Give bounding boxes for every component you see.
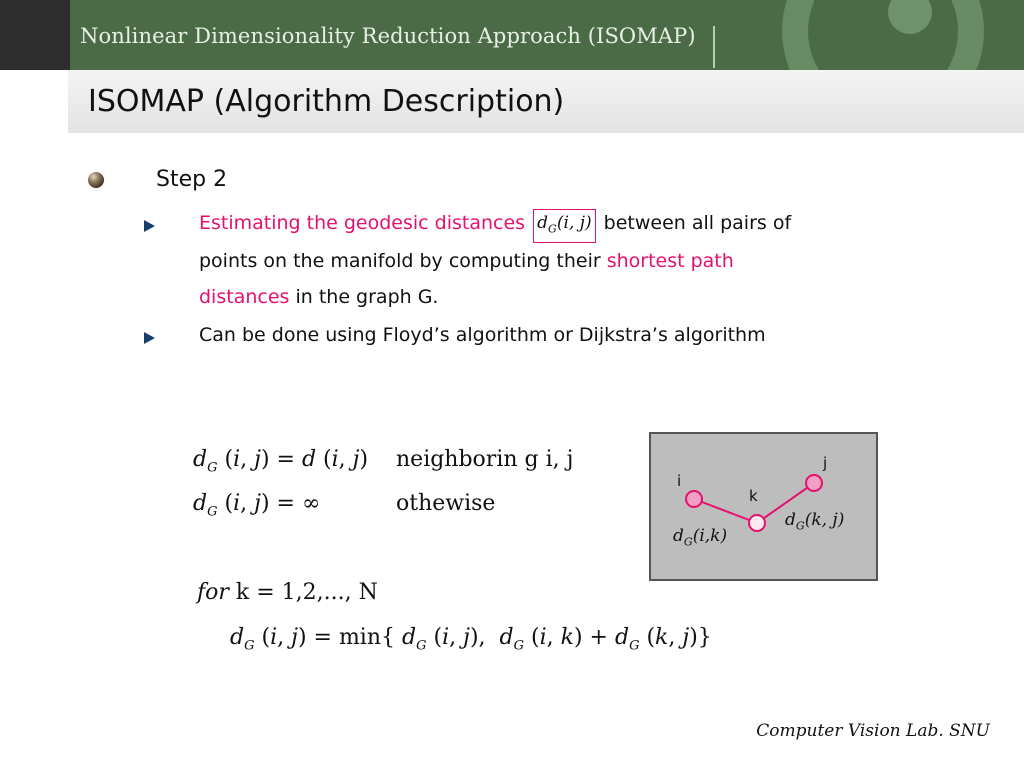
graph-illustration: [649, 432, 878, 581]
graph-svg: [651, 434, 876, 579]
step-label: Step 2: [156, 167, 228, 192]
condition-otherwise: othewise: [396, 491, 496, 516]
equation-loop: for k = 1,2,..., N: [197, 580, 378, 605]
bullet-line-2: [199, 243, 791, 279]
node-k: [749, 515, 765, 531]
header-bar: [70, 0, 1024, 70]
header-separator: [713, 26, 715, 68]
highlight-shortest-path: shortest path: [606, 250, 734, 273]
bullet-line-1: [199, 205, 791, 243]
equation-floyd-update: $d_G$ (i, j) = min{ $d_G$ (i, j), $d_G$ (i, $k) + d_G$ (k, j)}: [230, 625, 712, 654]
bullet-floyd-dijkstra: Can be done using Floyd’s algorithm or Dijkstra’s algorithm: [199, 324, 766, 346]
edge-i-k: [694, 499, 757, 523]
node-i: [686, 491, 702, 507]
title-band: [68, 70, 1024, 133]
equation-neighbor: $d_G$ (i, j) = d (i, j): [193, 447, 369, 476]
section-title: Nonlinear Dimensionality Reduction Approach (ISOMAP): [80, 24, 696, 48]
label-node-k: k: [749, 487, 758, 505]
footer-credit: Computer Vision Lab. SNU: [756, 721, 990, 741]
text-graph: in the graph G.: [295, 286, 439, 309]
header-decoration-ring: [782, 0, 984, 70]
equation-otherwise: $d_G$ (i, j) = ∞: [193, 491, 321, 520]
condition-neighbor: neighborin g i, j: [396, 447, 574, 472]
node-j: [806, 475, 822, 491]
arrow-bullet-icon: [144, 332, 155, 344]
label-node-i: i: [677, 472, 682, 490]
slide-title: ISOMAP (Algorithm Description): [88, 84, 565, 119]
round-bullet-icon: [88, 172, 104, 188]
label-edge-kj: $d_G(k$, j): [785, 510, 845, 533]
text-between: between all pairs of: [603, 212, 792, 234]
header-dark-block: [0, 0, 70, 70]
inline-formula-dg: $d_G(i$, j): [533, 209, 595, 243]
arrow-bullet-icon: [144, 220, 155, 232]
bullet-line-3: [199, 279, 791, 315]
text-points: points on the manifold by computing their: [199, 250, 601, 273]
highlight-geodesic: Estimating the geodesic distances: [199, 212, 526, 234]
highlight-distances: distances: [199, 286, 290, 309]
label-node-j: j: [823, 454, 828, 472]
label-edge-ik: $d_G(i,k)$: [673, 526, 728, 549]
bullet-geodesic: [199, 205, 791, 315]
